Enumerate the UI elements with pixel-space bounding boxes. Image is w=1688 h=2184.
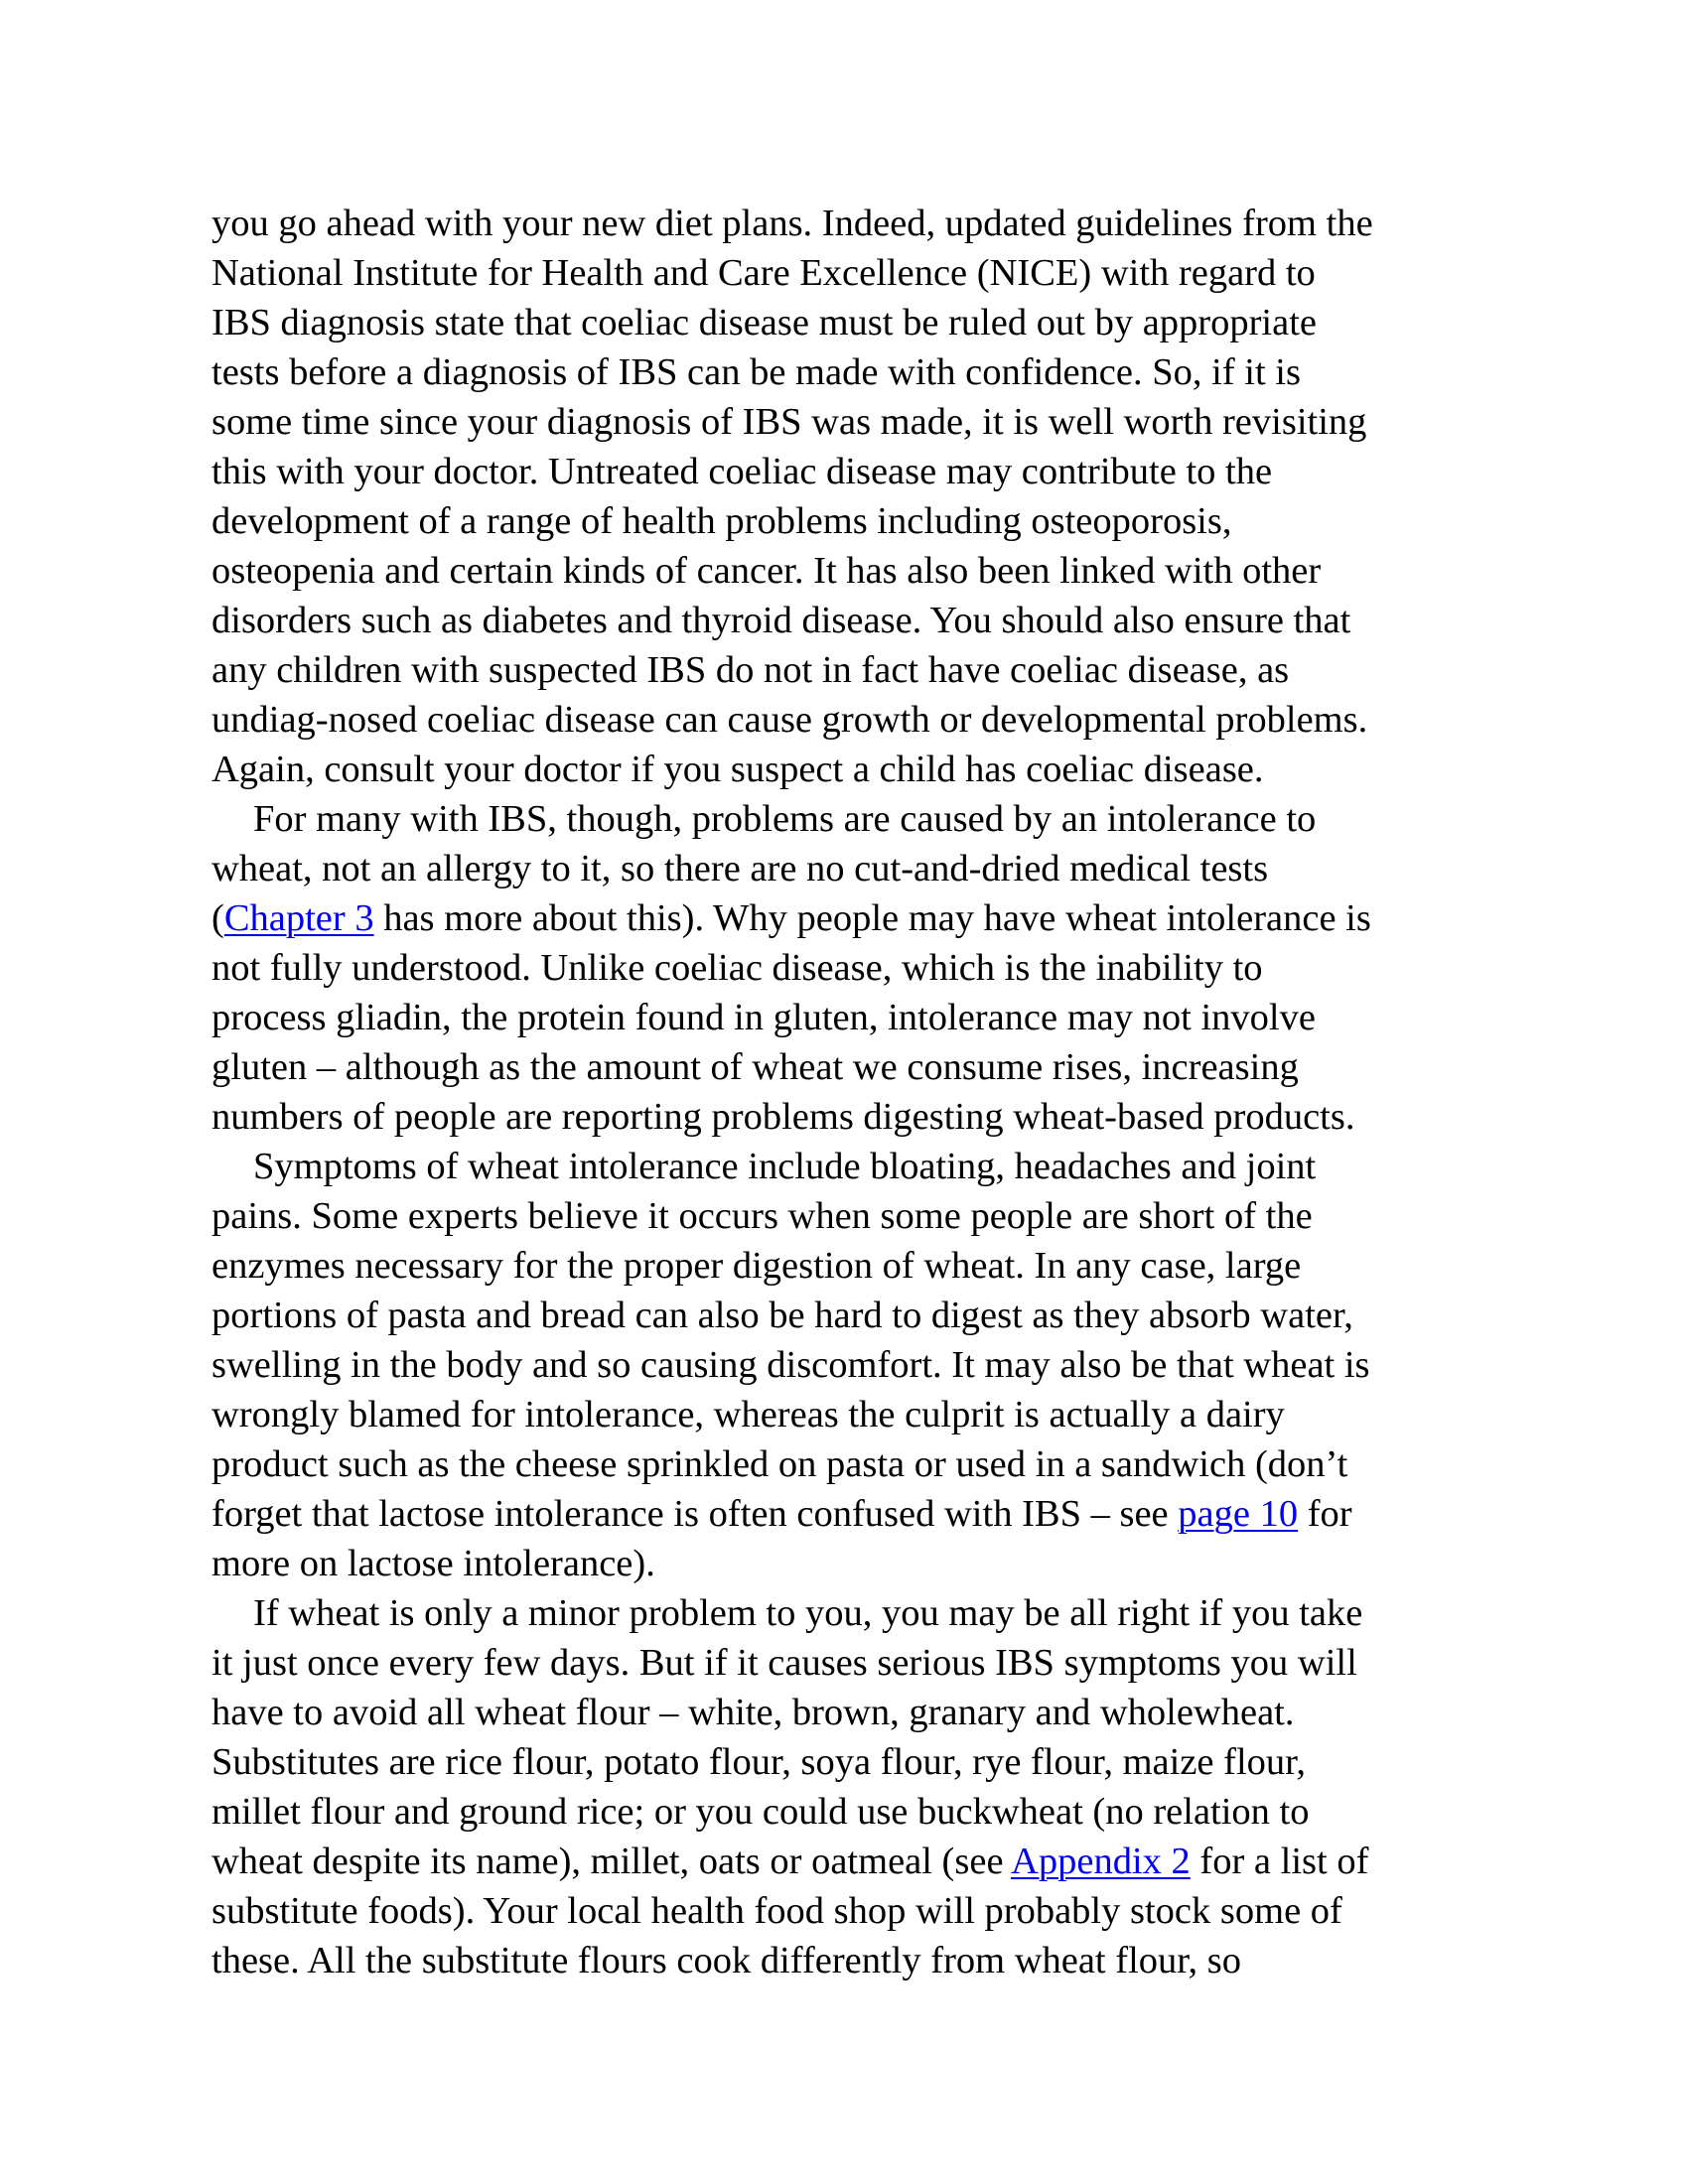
cross-reference-link[interactable]: page 10 (1178, 1493, 1299, 1535)
text-line (211, 1142, 1492, 1191)
text-line (211, 1539, 1492, 1588)
text-line (211, 496, 1492, 546)
text-segment: ( (211, 897, 224, 939)
text-segment: swelling in the body and so causing discomfort. It may also be that wheat is (211, 1344, 1370, 1386)
text-segment: these. All the substitute flours cook differently from wheat flour, so (211, 1940, 1242, 1981)
text-segment: for a list of (1190, 1841, 1369, 1882)
text-segment: enzymes necessary for the proper digestion of wheat. In any case, large (211, 1245, 1302, 1287)
text-line (211, 248, 1492, 298)
text-segment: gluten – although as the amount of wheat we consume rises, increasing (211, 1046, 1299, 1088)
text-line (211, 844, 1492, 893)
text-line (211, 347, 1492, 397)
text-segment: wheat, not an allergy to it, so there are no cut-and-dried medical tests (211, 848, 1269, 889)
text-line (211, 993, 1492, 1042)
text-segment: this with your doctor. Untreated coeliac disease may contribute to the (211, 451, 1273, 492)
paragraph (211, 794, 1492, 1142)
text-line (211, 645, 1492, 695)
text-line (211, 546, 1492, 596)
text-segment: Again, consult your doctor if you suspect a child has coeliac disease. (211, 749, 1264, 790)
text-line (211, 1688, 1492, 1737)
text-line (211, 1241, 1492, 1291)
text-segment: Symptoms of wheat intolerance include bloating, headaches and joint (253, 1146, 1317, 1187)
text-line (211, 1787, 1492, 1837)
text-segment: process gliadin, the protein found in gluten, intolerance may not involve (211, 997, 1316, 1038)
text-segment: pains. Some experts believe it occurs when some people are short of the (211, 1195, 1313, 1237)
text-line (211, 1489, 1492, 1539)
text-line (211, 1340, 1492, 1390)
paragraph (211, 1142, 1492, 1588)
text-line (211, 298, 1492, 347)
text-line (211, 695, 1492, 745)
text-line (211, 1886, 1492, 1936)
text-segment: undiag-nosed coeliac disease can cause growth or developmental problems. (211, 699, 1368, 741)
text-segment: Substitutes are rice flour, potato flour, soya flour, rye flour, maize flour, (211, 1741, 1307, 1783)
text-segment: portions of pasta and bread can also be hard to digest as they absorb water, (211, 1295, 1353, 1336)
text-segment: not fully understood. Unlike coeliac disease, which is the inability to (211, 947, 1263, 989)
cross-reference-link[interactable]: Chapter 3 (223, 897, 374, 939)
text-line (211, 199, 1492, 248)
text-segment: it just once every few days. But if it causes serious IBS symptoms you will (211, 1642, 1357, 1684)
text-line (211, 447, 1492, 496)
text-line (211, 596, 1492, 645)
text-line (211, 397, 1492, 447)
text-segment: tests before a diagnosis of IBS can be made with confidence. So, if it is (211, 351, 1301, 393)
text-segment: has more about this). Why people may have wheat intolerance is (373, 897, 1371, 939)
text-line (211, 1737, 1492, 1787)
cross-reference-link[interactable]: Appendix 2 (1011, 1841, 1191, 1882)
text-line (211, 1191, 1492, 1241)
text-line (211, 1638, 1492, 1688)
text-segment: some time since your diagnosis of IBS was made, it is well worth revisiting (211, 401, 1367, 443)
text-line (211, 1291, 1492, 1340)
text-segment: For many with IBS, though, problems are caused by an intolerance to (253, 798, 1317, 840)
text-segment: wheat despite its name), millet, oats or oatmeal (see (211, 1841, 1012, 1882)
text-line (211, 745, 1492, 794)
text-segment: development of a range of health problems including osteoporosis, (211, 500, 1232, 542)
text-segment: wrongly blamed for intolerance, whereas the culprit is actually a dairy (211, 1394, 1285, 1435)
text-segment: you go ahead with your new diet plans. Indeed, updated guidelines from the (211, 203, 1373, 244)
text-segment: numbers of people are reporting problems digesting wheat-based products. (211, 1096, 1355, 1138)
text-segment: IBS diagnosis state that coeliac disease must be ruled out by appropriate (211, 302, 1318, 343)
text-segment: National Institute for Health and Care Excellence (NICE) with regard to (211, 252, 1316, 294)
text-line (211, 1390, 1492, 1439)
text-line (211, 1042, 1492, 1092)
text-segment: more on lactose intolerance). (211, 1543, 655, 1584)
text-line (211, 1837, 1492, 1886)
paragraph (211, 199, 1492, 794)
paragraph (211, 1588, 1492, 1985)
text-segment: any children with suspected IBS do not in fact have coeliac disease, as (211, 649, 1290, 691)
text-segment: disorders such as diabetes and thyroid disease. You should also ensure that (211, 600, 1351, 641)
text-line (211, 943, 1492, 993)
text-segment: have to avoid all wheat flour – white, brown, granary and wholewheat. (211, 1692, 1295, 1733)
text-line (211, 1439, 1492, 1489)
text-segment: forget that lactose intolerance is often confused with IBS – see (211, 1493, 1179, 1535)
text-segment: If wheat is only a minor problem to you, you may be all right if you take (253, 1592, 1363, 1634)
text-segment: substitute foods). Your local health food shop will probably stock some of (211, 1890, 1342, 1932)
text-segment: millet flour and ground rice; or you could use buckwheat (no relation to (211, 1791, 1310, 1833)
document-page (211, 199, 1492, 1985)
text-segment: osteopenia and certain kinds of cancer. It has also been linked with other (211, 550, 1322, 592)
text-line (211, 1936, 1492, 1985)
text-line (211, 1092, 1492, 1142)
text-segment: product such as the cheese sprinkled on pasta or used in a sandwich (don’t (211, 1443, 1348, 1485)
text-line (211, 794, 1492, 844)
text-line (211, 1588, 1492, 1638)
text-segment: for (1298, 1493, 1352, 1535)
text-line (211, 893, 1492, 943)
